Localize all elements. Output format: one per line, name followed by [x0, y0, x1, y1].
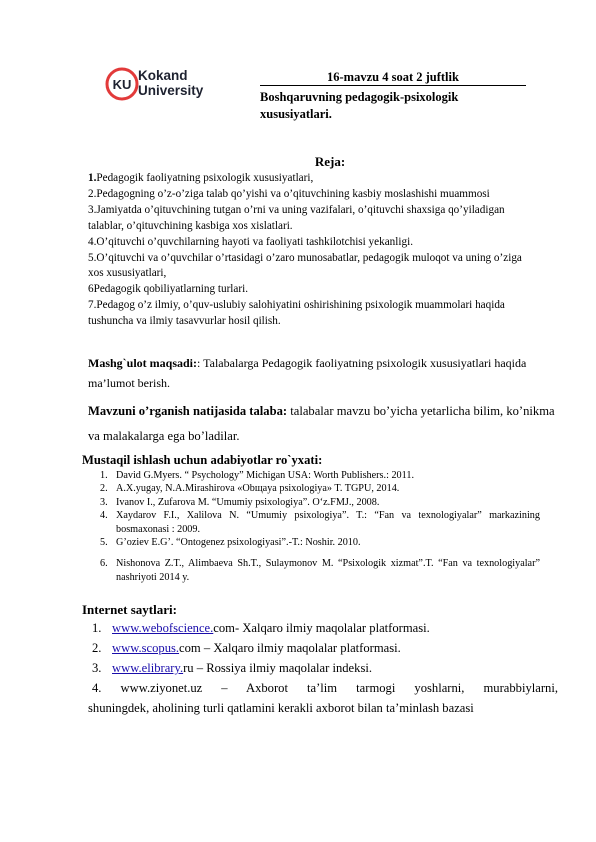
plan-item: 6Pedagogik qobiliyatlarning turlari.: [88, 283, 249, 296]
logo-text-line2: University: [138, 83, 204, 98]
topic-title: Boshqaruvning pedagogik-psixologik xususiyatlari.: [260, 90, 459, 121]
result-text: talabalar mavzu bo’yicha yetarlicha bilim, ko’nikma va malakalarga ega bo’ladilar.: [88, 404, 555, 443]
website-item: 1. www.webofscience.com- Xalqaro ilmiy maqolalar platformasi.: [92, 621, 430, 635]
literature-item: 2. A.X.yugay, N.A.Mirashirova «Obщaya psixologiya» T. TGPU, 2014.: [100, 483, 400, 495]
logo-wordmark: [138, 68, 203, 98]
topic-label: 16-mavzu 4 soat 2 juftlik: [260, 69, 526, 86]
internet-sites-list: [88, 618, 558, 718]
website-item: 3. www.elibrary.ru – Rossiya ilmiy maqolalar indeksi.: [92, 661, 372, 675]
literature-heading: Mustaqil ishlash uchun adabiyotlar ro`yxati:: [82, 453, 323, 467]
website-link[interactable]: www.scopus.: [112, 641, 180, 655]
logo-text-line1: Kokand: [138, 68, 188, 83]
learning-outcome: [88, 399, 563, 449]
website-item: 4. www.ziyonet.uz – Axborot ta’lim tarmogi yoshlarni, murabbiylarni,: [92, 681, 558, 695]
literature-list: [100, 469, 540, 584]
plan-item: 2.Pedagogning o’z-o’ziga talab qo’yishi va o’qituvchining kasbiy moslashishi muammosi: [88, 187, 490, 200]
literature-item: 3. Ivanov I., Zufarova M. “Umumiy psixologiya”. O‘z.FMJ., 2008.: [100, 496, 380, 508]
literature-item: 5. G’oziev E.G’. “Ontogenez psixologiyasi”.-T.: Noshir. 2010.: [100, 537, 361, 549]
literature-item: 6. Nishonova Z.T., Alimbaeva Sh.T., Sulaymonov M. “Psixologik xizmat”.T. “Fan va texnologiyalar” nashriyoti 2014 y.: [100, 558, 540, 583]
plan-item: 7.Pedagog o’z ilmiy, o’quv-uslubiy salohiyatini oshirishining psixologik muammolari haqida tushuncha va ilmiy tasavvurlar hosil qilish.: [88, 299, 505, 328]
website-item-continuation: shuningdek, aholining turli qatlamini kerakli axborot bilan ta’minlash bazasi: [88, 701, 474, 715]
plan-item: 5.O’qituvchi va o’quvchilar o’rtasidagi o’zaro munosabatlar, pedagogik muloqot va uning o’ziga xos xususiyatlari,: [88, 251, 522, 280]
website-item: 2. www.scopus.com – Xalqaro ilmiy maqolalar platformasi.: [92, 641, 401, 655]
plan-item: 1.Pedagogik faoliyatning psixologik xususiyatlari,: [88, 172, 314, 184]
plan-list: [88, 171, 534, 330]
literature-item: 4. Xaydarov F.I., Xalilova N. “Umumiy psixologiya”. T.: “Fan va texnologiyalar” markazining bosmaxonasi : 2009.: [100, 510, 540, 535]
internet-sites-heading: Internet saytlari:: [82, 602, 177, 617]
plan-item: 4.O’qituvchi o’quvchilarning hayoti va faoliyati tashkilotchisi yekanligi.: [88, 235, 413, 248]
website-link[interactable]: www.webofscience.: [112, 621, 214, 635]
result-lead: Mavzuni o’rganish natijasida talaba:: [88, 404, 288, 418]
goal-lead: Mashg`ulot maqsadi:: [88, 356, 198, 370]
literature-item: 1. David G.Myers. “ Psychology” Michigan USA: Worth Publishers.: 2011.: [100, 470, 414, 481]
plan-item: 3.Jamiyatda o’qituvchining tutgan o’rni va uning vazifalari, o’qituvchi shaxsiga qo’yiladigan talablar, o’qituvchining kasbiga xos xislatlari.: [88, 203, 505, 232]
goal-text: : Talabalarga Pedagogik faoliyatning psixologik xususiyatlari haqida ma’lumot berish.: [88, 356, 527, 390]
lesson-goal: [88, 353, 558, 393]
logo-mark: KU: [112, 77, 132, 92]
plan-heading: Reja:: [314, 154, 346, 169]
website-link[interactable]: www.elibrary.: [112, 661, 184, 675]
